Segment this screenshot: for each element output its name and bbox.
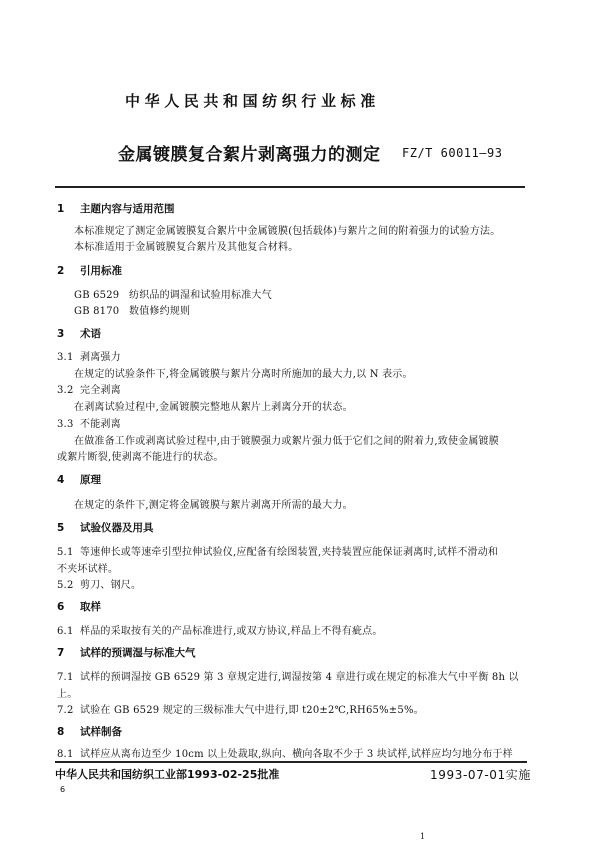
page-mark: 1 — [420, 832, 426, 841]
subsection-5-1-line-1: 5.1 等速伸长或等速牵引型拉伸试验仪,应配备有绘图装置,夹持装置应能保证剥离时,试样不滑动和 — [57, 547, 499, 558]
section-5-heading: 5 试验仪器及用具 — [57, 522, 154, 534]
subsection-6-1: 6.1 样品的采取按有关的产品标准进行,或双方协议,样品上不得有疵点。 — [57, 626, 383, 637]
standard-code: FZ/T 60011—93 — [402, 146, 503, 160]
subsection-3-3-text-line-2: 或絮片断裂,使剥离不能进行的状态。 — [57, 452, 224, 463]
page-number: 6 — [60, 785, 66, 794]
effective-date: 1993-07-01实施 — [430, 768, 531, 782]
section-1-paragraph-2: 本标准适用于金属镀膜复合絮片及其他复合材料。 — [74, 242, 299, 253]
subsection-3-1-heading: 3.1 剥离强力 — [57, 352, 121, 363]
section-4-paragraph: 在规定的条件下,测定将金属镀膜与絮片剥离开所需的最大力。 — [74, 500, 353, 511]
subsection-3-2-heading: 3.2 完全剥离 — [57, 385, 121, 396]
subsection-3-2-text: 在剥离试验过程中,金属镀膜完整地从絮片上剥离分开的状态。 — [74, 402, 353, 413]
reference-item: GB 8170 数值修约规则 — [74, 306, 191, 317]
header-rule — [55, 186, 525, 188]
section-2-heading: 2 引用标准 — [57, 265, 122, 277]
section-1-heading: 1 主题内容与适用范围 — [57, 203, 175, 215]
subsection-7-1-line-1: 7.1 试样的预调湿按 GB 6529 第 3 章规定进行,调湿按第 4 章进行或在规定的标准大气中平衡 8h 以 — [57, 672, 519, 683]
subsection-3-1-text: 在规定的试验条件下,将金属镀膜与絮片分离时所施加的最大力,以 N 表示。 — [74, 369, 413, 380]
subsection-7-1-line-2: 上。 — [57, 689, 78, 700]
section-1-paragraph-1: 本标准规定了测定金属镀膜复合絮片中金属镀膜(包括载体)与絮片之间的附着强力的试验方法。 — [74, 226, 501, 237]
section-6-heading: 6 取样 — [57, 601, 101, 613]
subsection-7-2: 7.2 试验在 GB 6529 规定的三级标准大气中进行,即 t20±2℃,RH65%±5%。 — [57, 705, 424, 716]
reference-item: GB 6529 纺织品的调湿和试验用标准大气 — [74, 290, 272, 301]
subsection-5-2: 5.2 剪刀、钢尺。 — [57, 580, 142, 591]
section-7-heading: 7 试样的预调湿与标准大气 — [57, 647, 196, 659]
approval-statement: 中华人民共和国纺织工业部1993-02-25批准 — [55, 768, 280, 781]
subsection-3-3-text-line-1: 在做准备工作或剥离试验过程中,由于镀膜强力或絮片强力低于它们之间的附着力,致使金属镀膜 — [74, 436, 499, 447]
document-title: 金属镀膜复合絮片剥离强力的测定 — [118, 145, 381, 165]
section-3-heading: 3 术语 — [57, 328, 101, 340]
footer-rule — [55, 761, 527, 763]
subsection-8-1-line-1: 8.1 试样应从离布边至少 10cm 以上处裁取,纵向、横向各取不少于 3 块试样,试样应均匀地分布于样 — [57, 749, 513, 760]
subsection-5-1-line-2: 不夹坏试样。 — [57, 564, 119, 575]
section-8-heading: 8 试样制备 — [57, 726, 122, 738]
issuer-heading: 中华人民共和国纺织行业标准 — [125, 92, 380, 110]
section-4-heading: 4 原理 — [57, 474, 101, 486]
subsection-3-3-heading: 3.3 不能剥离 — [57, 419, 121, 430]
